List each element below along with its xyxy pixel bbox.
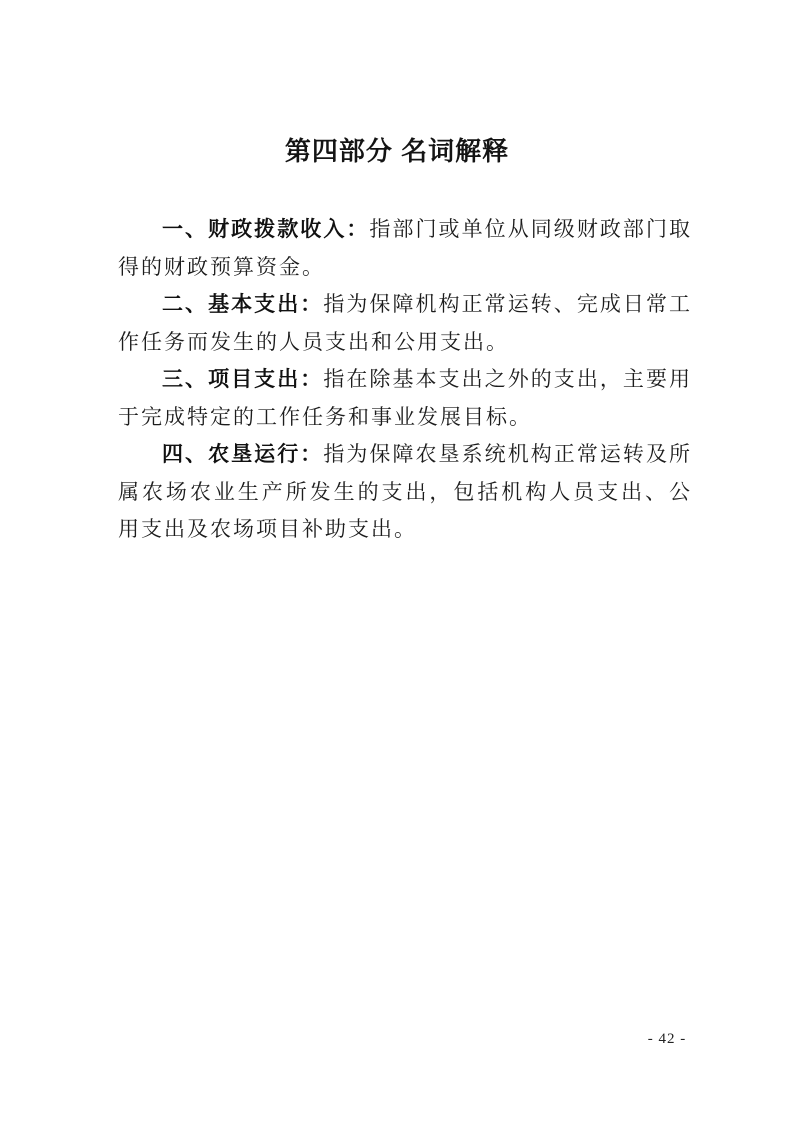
definition-paragraph bbox=[118, 211, 692, 286]
page-number: - 42 - bbox=[647, 1031, 687, 1047]
term-definition: 指在除基本支出之外的支出，主要用于完成特定的工作任务和事业发展目标。 bbox=[118, 368, 693, 429]
definition-paragraph bbox=[118, 286, 692, 361]
term-definition: 指为保障机构正常运转、完成日常工作任务而发生的人员支出和公用支出。 bbox=[118, 293, 693, 354]
term-label: 四、农垦运行： bbox=[162, 443, 324, 466]
definition-paragraph bbox=[118, 361, 692, 436]
glossary-content bbox=[118, 211, 692, 549]
term-label: 二、基本支出： bbox=[162, 293, 324, 316]
definition-paragraph bbox=[118, 436, 692, 549]
term-label: 一、财政拨款收入： bbox=[162, 218, 370, 241]
section-title: 第四部分 名词解释 bbox=[284, 136, 510, 166]
term-definition: 指为保障农垦系统机构正常运转及所属农场农业生产所发生的支出，包括机构人员支出、公用支出及农场项目补助支出。 bbox=[118, 443, 693, 541]
term-label: 三、项目支出： bbox=[162, 368, 324, 391]
term-definition: 指部门或单位从同级财政部门取得的财政预算资金。 bbox=[118, 218, 693, 279]
